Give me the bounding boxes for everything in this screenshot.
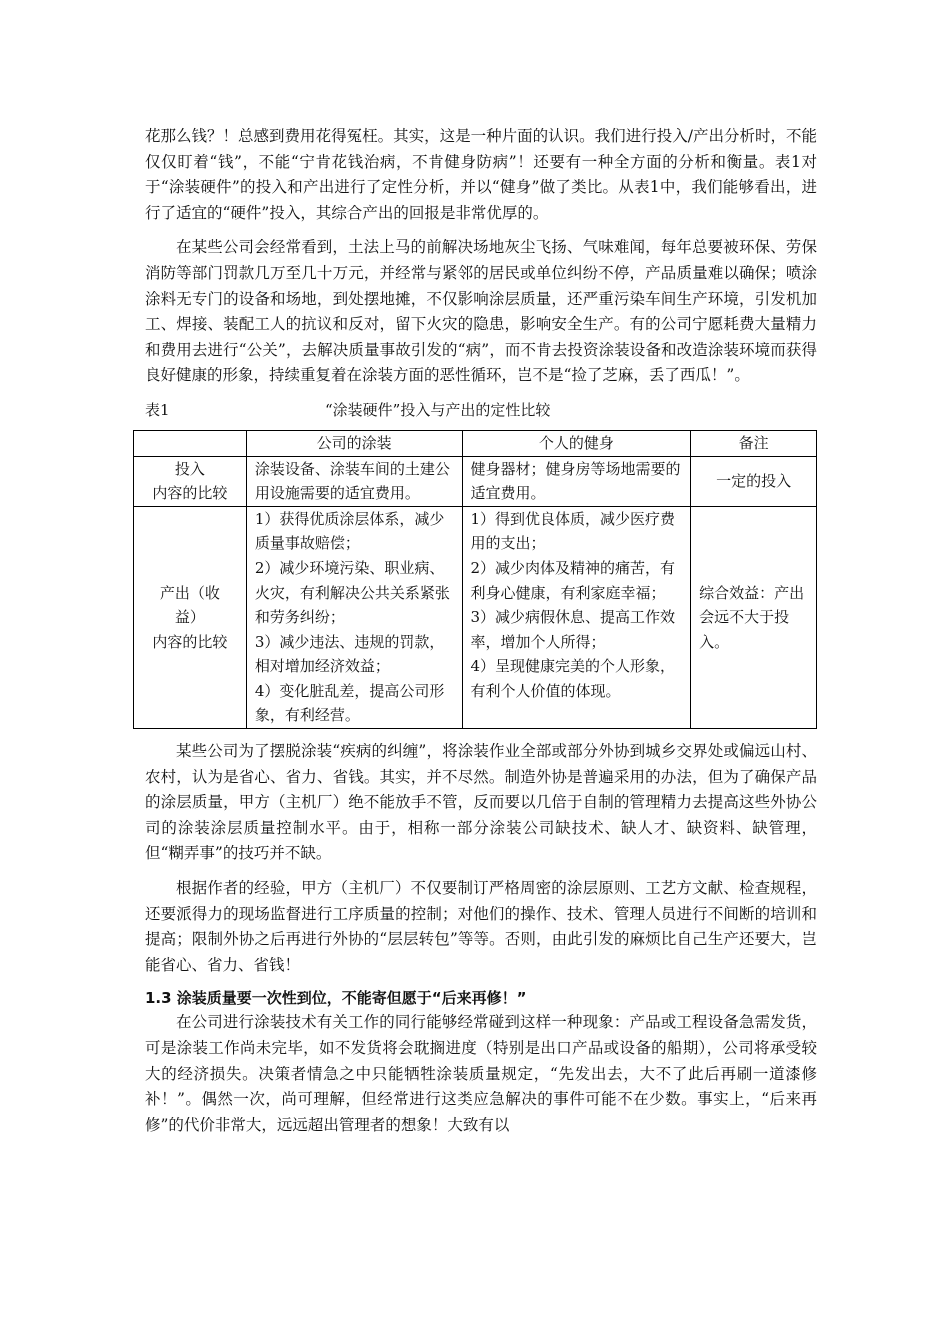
table-label: 表1 <box>145 400 170 419</box>
row-input-note: 一定的投入 <box>691 456 817 506</box>
header-note: 备注 <box>691 430 817 456</box>
row-input-label-line2: 内容的比较 <box>152 484 228 503</box>
row-output-company <box>246 506 462 728</box>
header-personal: 个人的健身 <box>462 430 691 456</box>
company-output-item-1: 1）获得优质涂层体系，减少质量事故赔偿； <box>254 509 445 553</box>
paragraph-4: 根据作者的经验，甲方（主机厂）不仅要制订严格周密的涂层原则、工艺方文献、检查规程，还要派得力的现场监督进行工序质量的控制；对他们的操作、技术、管理人员进行不间断的培训和提高；限制外协之后再进行外协的“层层转包”等等。否则，由此引发的麻烦比自己生产还要大，岂能省心、省力、省钱！ <box>145 879 817 974</box>
company-output-item-4: 4）变化脏乱差，提高公司形象，有利经营。 <box>254 681 445 725</box>
header-company: 公司的涂装 <box>246 430 462 456</box>
row-input-label <box>134 456 247 506</box>
section-heading: 1.3 涂装质量要一次性到位，不能寄但愿于“后来再修！” <box>145 989 527 1008</box>
company-output-item-3: 3）减少违法、违规的罚款，相对增加经济效益； <box>254 632 445 676</box>
company-output-item-2: 2）减少环境污染、职业病、火灾，有利解决公共关系紧张和劳务纠纷； <box>254 558 450 627</box>
table-caption <box>145 397 817 423</box>
table-header-row <box>134 430 817 456</box>
header-empty-cell <box>134 430 247 456</box>
personal-output-item-1: 1）得到优良体质，减少医疗费用的支出； <box>470 509 676 553</box>
row-output-note: 综合效益：产出会远不大于投入。 <box>691 506 817 728</box>
paragraph-1: 花那么钱？！总感到费用花得冤枉。其实，这是一种片面的认识。我们进行投入/产出分析时，不能仅仅盯着“钱”，不能“宁肯花钱治病，不肯健身防病”！还要有一种全方面的分析和衡量。表1对于“涂装硬件”的投入和产出进行了定性分析，并以“健身”做了类比。从表1中，我们能够看出，进行了适宜的“硬件”投入，其综合产出的回报是非常优厚的。 <box>145 127 817 222</box>
row-input-company: 涂装设备、涂装车间的土建公用设施需要的适宜费用。 <box>246 456 462 506</box>
row-output-label-line3: 内容的比较 <box>152 632 228 651</box>
personal-output-item-4: 4）呈现健康完美的个人形象，有利个人价值的体现。 <box>470 657 676 700</box>
personal-output-item-2: 2）减少肉体及精神的痛苦，有利身心健康，有利家庭幸福； <box>470 558 676 602</box>
document-page <box>145 124 817 1138</box>
paragraph-5: 在公司进行涂装技术有关工作的同行能够经常碰到这样一种现象：产品或工程设备急需发货，可是涂装工作尚未完毕，如不发货将会耽搁进度（特别是出口产品或设备的船期），公司将承受较大的经济损失。决策者情急之中只能牺牲涂装质量规定，“先发出去，大不了此后再刷一道漆修补！”。偶然一次，尚可理解，但经常进行这类应急解决的事件可能不在少数。事实上，“后来再修”的代价非常大，远远超出管理者的想象！大致有以 <box>145 1013 817 1134</box>
row-output-personal <box>462 506 691 728</box>
paragraph-2: 在某些公司会经常看到，土法上马的前解决场地灰尘飞扬、气味难闻，每年总要被环保、劳保消防等部门罚款几万至几十万元，并经常与紧邻的居民或单位纠纷不停，产品质量难以确保；喷涂涂料无专门的设备和场地，到处摆地摊，不仅影响涂层质量，还严重污染车间生产环境，引发机加工、焊接、装配工人的抗议和反对，留下火灾的隐患，影响安全生产。有的公司宁愿耗费大量精力和费用去进行“公关”，去解决质量事故引发的“病”，而不肯去投资涂装设备和改造涂装环境而获得良好健康的形象，持续重复着在涂装方面的恶性循环，岂不是“捡了芝麻，丢了西瓜！”。 <box>145 238 817 385</box>
row-output-label-line1: 产出（收 <box>159 583 220 602</box>
row-output-label <box>134 506 247 728</box>
personal-output-item-3: 3）减少病假休息、提高工作效率，增加个人所得； <box>470 608 676 651</box>
row-output-label-line2: 益） <box>174 608 205 627</box>
comparison-table <box>133 430 817 729</box>
table-row-input <box>134 456 817 506</box>
row-input-label-line1: 投入 <box>174 459 205 478</box>
table-title: “涂装硬件”投入与产出的定性比较 <box>325 400 551 419</box>
paragraph-3: 某些公司为了摆脱涂装“疾病的纠缠”，将涂装作业全部或部分外协到城乡交界处或偏远山村、农村，认为是省心、省力、省钱。其实，并不尽然。制造外协是普遍采用的办法，但为了确保产品的涂层质量，甲方（主机厂）绝不能放手不管，反而要以几倍于自制的管理精力去提高这些外协公司的涂装涂层质量控制水平。由于，相称一部分涂装公司缺技术、缺人才、缺资料、缺管理，但“糊弄事”的技巧并不缺。 <box>145 742 817 863</box>
row-input-personal: 健身器材；健身房等场地需要的适宜费用。 <box>462 456 691 506</box>
table-row-output <box>134 506 817 728</box>
